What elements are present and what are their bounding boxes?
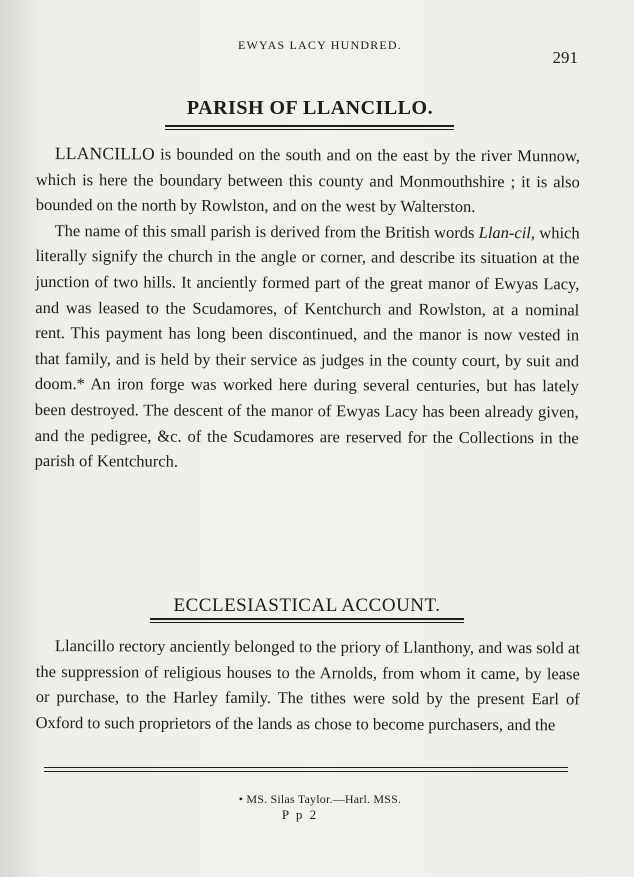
title-underline-parish xyxy=(165,125,454,130)
footnote-text: • MS. Silas Taylor.—Harl. MSS. xyxy=(238,792,402,806)
paragraph-name-derivation xyxy=(35,218,580,476)
paragraph-text: is bounded on the south and on the east by the river Munnow, which is here the boundary between this county and Monmouthshire ; it is also bounded on the north by Rowlston, and on the west by Walterston. xyxy=(35,144,580,217)
section-body-parish xyxy=(35,141,580,476)
section-title-parish: PARISH OF LLANCILLO. xyxy=(186,97,434,119)
title-underline-ecclesiastical xyxy=(150,618,464,623)
italic-term: Llan-cil, xyxy=(478,222,536,242)
page-number: 291 xyxy=(552,48,578,67)
signature-mark: P p 2 xyxy=(281,807,319,822)
paragraph-text: The name of this small parish is derived from the British words xyxy=(54,220,475,242)
paragraph-text: which literally signify the church in the angle or corner, and describe its situation at the junction of two hills. It anciently formed part of the great manor of Ewyas Lacy, and was leased to the Scudamores, of Kentchurch and Rowlston, at a nominal rent. This payment has long been discontinued, and the manor is now vested in that family, and is held by their service as judges in the county court, by suit and doom.* An iron forge was worked here during several centuries, but has lately been destroyed. The descent of the manor of Ewyas Lacy has been already given, and the pedigree, &c. of the Scudamores are reserved for the Collections in the parish of Kentchurch. xyxy=(34,222,580,471)
running-head: EWYAS LACY HUNDRED. xyxy=(237,38,403,52)
lead-word: LLANCILLO xyxy=(54,143,155,164)
section-title-ecclesiastical: ECCLESIASTICAL ACCOUNT. xyxy=(173,595,441,616)
paragraph-rectory: Llancillo rectory anciently belonged to the priory of Llanthony, and was sold at the suppression of religious houses to the Arnolds, from whom it came, by lease or purchase, to the Harley family. The tithes were sold by the present Earl of Oxford to such proprietors of the lands as chose to become purchasers, and the xyxy=(35,636,580,735)
footnote-divider xyxy=(44,767,568,772)
section-body-ecclesiastical xyxy=(36,633,580,738)
paragraph-boundaries xyxy=(36,141,580,220)
